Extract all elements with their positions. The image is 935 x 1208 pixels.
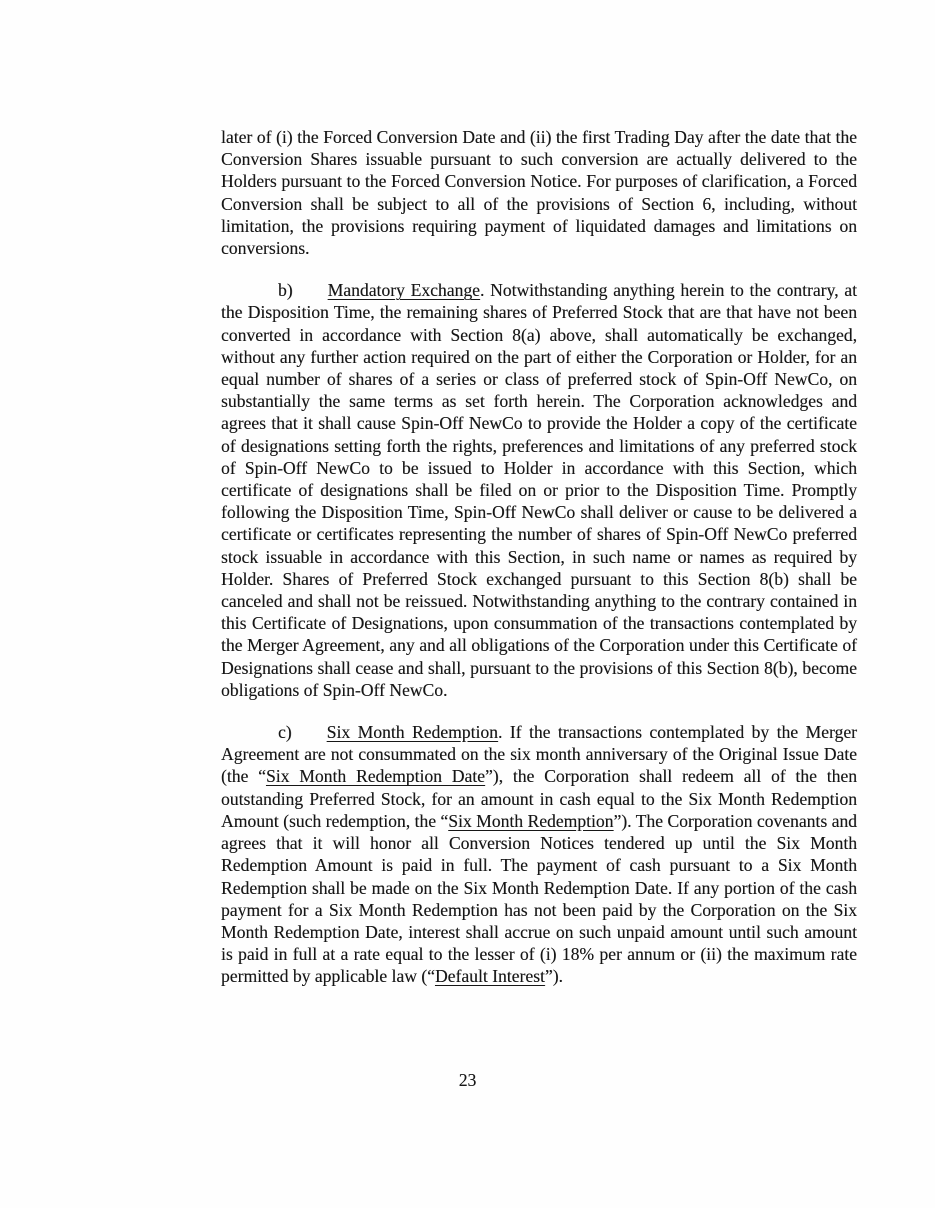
underlined-term: Six Month Redemption <box>448 810 614 831</box>
underlined-term: Six Month Redemption Date <box>265 766 485 787</box>
page-body <box>221 126 857 1008</box>
text-run: ”). The Corporation covenants and agrees that it will honor all Conversion Notices tendered up until the Six Month Redemption Amount is paid in full. The payment of cash pursuant to a Six Month Redemption shall be made on the Six Month Redemption Date. If any portion of the cash payment for a Six Month Redemption has not been paid by the Corporation on the Six Month Redemption Date, interest shall accrue on such unpaid amount until such amount is paid in full at a rate equal to the lesser of (i) 18% per annum or (ii) the maximum rate permitted by applicable law (“ <box>221 810 857 987</box>
paragraph-label: c) <box>278 722 292 743</box>
paragraph-label: b) <box>278 280 293 301</box>
paragraph-a-continuation <box>221 126 857 259</box>
text-run: ”), the Corporation shall redeem all of the then outstanding Preferred Stock, for an amount in cash equal to the Six Month Redemption Amount (such redemption, the “ <box>221 766 857 831</box>
page-number: 23 <box>458 1070 477 1090</box>
paragraph-b-mandatory-exchange <box>221 279 857 701</box>
underlined-term: Default Interest <box>434 966 545 987</box>
underlined-term: Mandatory Exchange <box>327 280 480 301</box>
text-run: . If the transactions contemplated by the Merger Agreement are not consummated on the six month anniversary of the Original Issue Date (the “ <box>221 722 857 787</box>
text-run: . Notwithstanding anything herein to the contrary, at the Disposition Time, the remaining shares of Preferred Stock that are that have not been converted in accordance with Section 8(a) above, shall automatically be exchanged, without any further action required on the part of either the Corporation or Holder, for an equal number of shares of a series or class of preferred stock of Spin-Off NewCo, on substantially the same terms as set forth herein. The Corporation acknowledges and agrees that it shall cause Spin-Off NewCo to provide the Holder a copy of the certificate of designations setting forth the rights, preferences and limitations of any preferred stock of Spin-Off NewCo to be issued to Holder in accordance with this Section, which certificate of designations shall be filed on or prior to the Disposition Time. Promptly following the Disposition Time, Spin-Off NewCo shall deliver or cause to be delivered a certificate or certificates representing the number of shares of Spin-Off NewCo preferred stock issuable in accordance with this Section, in such name or names as required by Holder. Shares of Preferred Stock exchanged pursuant to this Section 8(b) shall be canceled and shall not be reissued. Notwithstanding anything to the contrary contained in this Certificate of Designations, upon consummation of the transactions contemplated by the Merger Agreement, any and all obligations of the Corporation under this Certificate of Designations shall cease and shall, pursuant to the provisions of this Section 8(b), become obligations of Spin-Off NewCo. <box>221 280 857 700</box>
underlined-term: Six Month Redemption <box>326 722 498 743</box>
text-run: later of (i) the Forced Conversion Date and (ii) the first Trading Day after the date that the Conversion Shares issuable pursuant to such conversion are actually delivered to the Holders pursuant to the Forced Conversion Notice. For purposes of clarification, a Forced Conversion shall be subject to all of the provisions of Section 6, including, without limitation, the provisions requiring payment of liquidated damages and limitations on conversions. <box>221 127 857 259</box>
text-run: ”). <box>544 966 563 987</box>
paragraph-c-six-month-redemption <box>221 721 857 987</box>
